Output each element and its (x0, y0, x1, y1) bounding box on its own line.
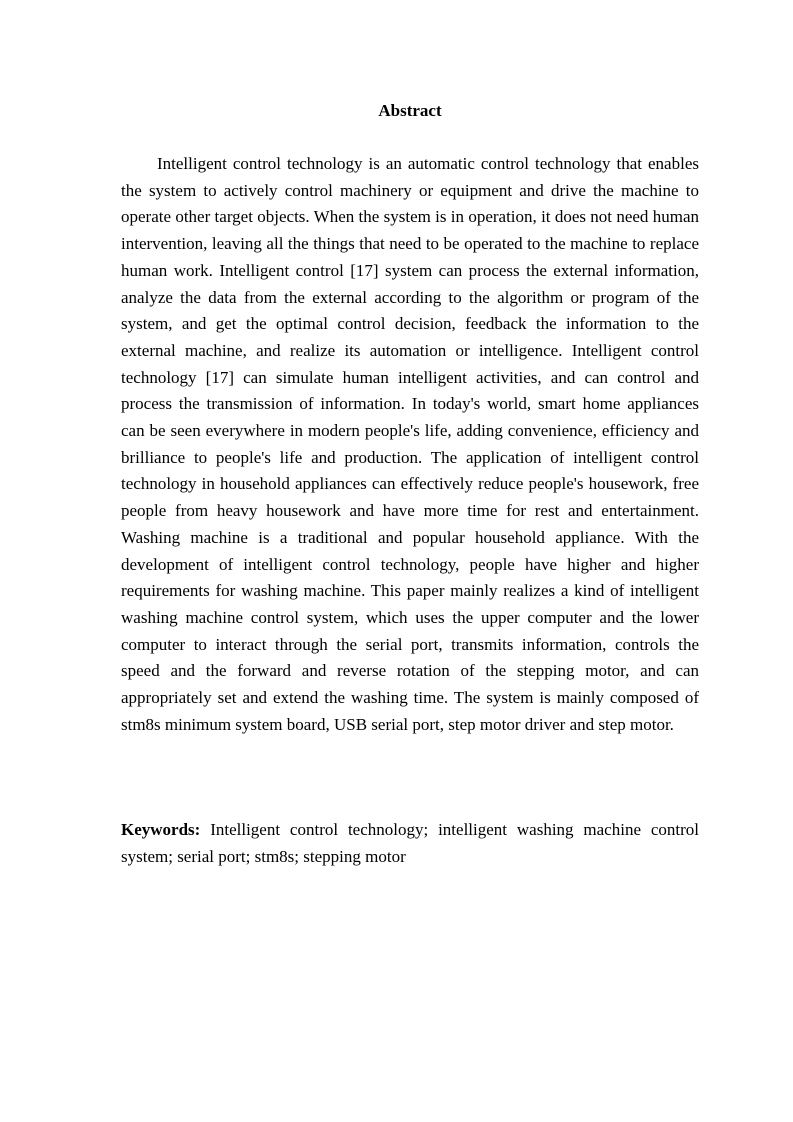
abstract-heading: Abstract (378, 101, 442, 120)
keywords-text: Intelligent control technology; intelligent washing machine control system; serial port; stm8s; stepping motor (121, 820, 700, 866)
abstract-paragraph: Intelligent control technology is an automatic control technology that enables the system to actively control machinery or equipment and drive the machine to operate other target objects. When the system is in operation, it does not need human intervention, leaving all the things that need to be operated to the machine to replace human work. Intelligent control [17] system can process the external information, analyze the data from the external according to the algorithm or program of the system, and get the optimal control decision, feedback the information to the external machine, and realize its automation or intelligence. Intelligent control technology [17] can simulate human intelligent activities, and can control and process the transmission of information. In today's world, smart home appliances can be seen everywhere in modern people's life, adding convenience, efficiency and brilliance to people's life and production. The application of intelligent control technology in household appliances can effectively reduce people's housework, free people from heavy housework and have more time for rest and entertainment. Washing machine is a traditional and popular household appliance. With the development of intelligent control technology, people have higher and higher requirements for washing machine. This paper mainly realizes a kind of intelligent washing machine control system, which uses the upper computer and the lower computer to interact through the serial port, transmits information, controls the speed and the forward and reverse rotation of the stepping motor, and can appropriately set and extend the washing time. The system is mainly composed of stm8s minimum system board, USB serial port, step motor driver and step motor. (121, 154, 699, 734)
keywords-label: Keywords: (121, 820, 201, 839)
keywords-paragraph (121, 817, 699, 870)
